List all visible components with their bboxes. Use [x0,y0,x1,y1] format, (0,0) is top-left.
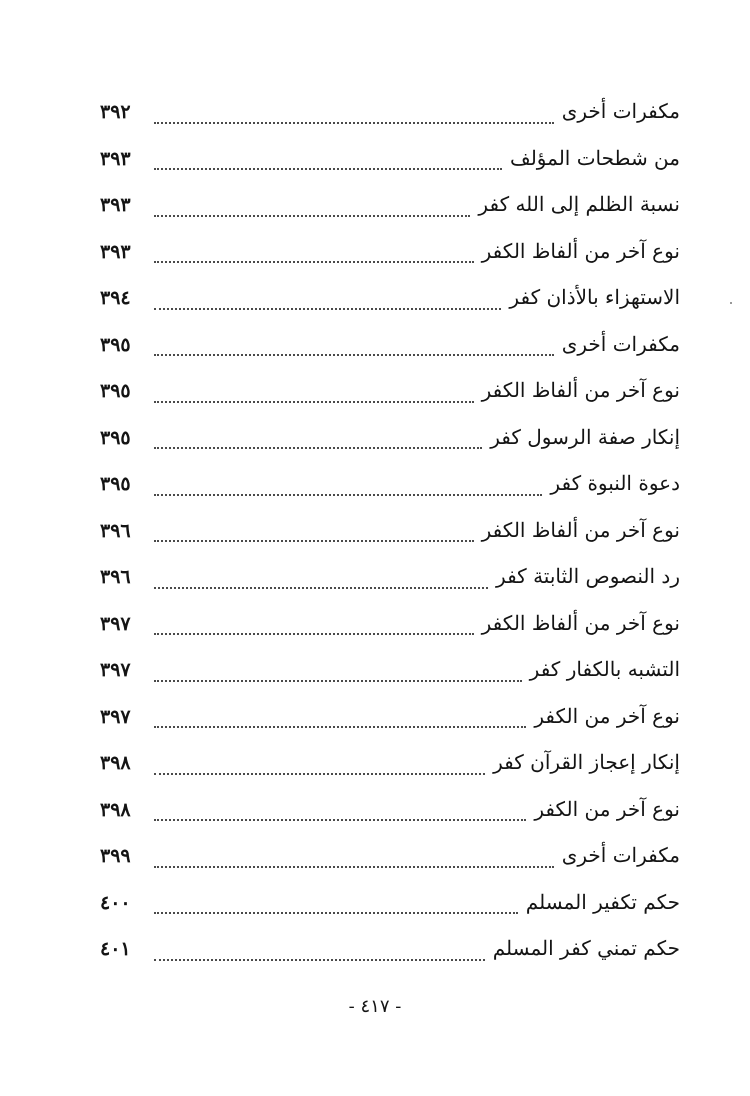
toc-entry-page-number: ٣٩٩ [100,845,131,867]
toc-entry [100,646,680,693]
toc-entry-page-number: ٣٩٣ [100,240,131,263]
toc-entry-title: حكم تكفير المسلم [525,889,680,914]
toc-entry-page-number: ٣٩٦ [100,519,131,542]
toc-entry-title: إنكار إعجاز القرآن كفر [493,750,680,774]
toc-entry-title: نوع آخر من ألفاظ الكفر [481,610,680,635]
dot-leader [154,401,474,403]
toc-entry [100,181,680,228]
toc-entry-page-number: ٣٩٥ [100,333,131,356]
toc-entry [100,600,680,647]
dot-leader [154,308,501,310]
dot-leader [154,494,542,496]
toc-entry-title: رد النصوص الثابتة كفر [496,564,680,588]
toc-entry-page-number: ٣٩٢ [100,101,131,123]
toc-entry-page-number: ٤٠٠ [100,891,131,914]
toc-entry-title: مكفرات أخرى [561,843,680,867]
toc-entry-page-number: ٣٩٤ [100,287,131,309]
toc-entry-title: من شطحات المؤلف [510,145,680,170]
dot-leader [154,215,470,217]
dot-leader [154,540,474,542]
dot-leader [154,122,554,124]
toc-entry [100,135,680,182]
margin-speck [730,302,732,304]
toc-entry-page-number: ٣٩٨ [100,798,131,821]
dot-leader [154,726,526,728]
dot-leader [154,866,554,868]
toc-entry-title: نوع آخر من ألفاظ الكفر [481,517,680,542]
toc-entry-page-number: ٣٩٣ [100,147,131,170]
toc-entry-page-number: ٣٩٥ [100,380,131,402]
dot-leader [154,587,488,589]
toc-entry [100,274,680,321]
toc-entry [100,414,680,461]
toc-entry-title: مكفرات أخرى [561,331,680,356]
toc-entry-title: نوع آخر من ألفاظ الكفر [481,378,680,402]
toc-entry [100,507,680,554]
toc-entry [100,925,680,972]
dot-leader [154,168,502,170]
dot-leader [154,819,526,821]
dot-leader [154,354,554,356]
toc-entry [100,739,680,786]
toc-entry-title: نوع آخر من ألفاظ الكفر [481,238,680,263]
toc-entry [100,228,680,275]
toc-entry-page-number: ٣٩٧ [100,612,131,635]
dot-leader [154,680,522,682]
toc-entry-title: نوع آخر من الكفر [534,796,680,821]
toc-entry [100,786,680,833]
toc-entry [100,367,680,414]
toc-entry-page-number: ٣٩٧ [100,659,131,681]
toc-entry-title: نوع آخر من الكفر [534,703,680,728]
toc-entry-page-number: ٣٩٨ [100,752,131,774]
dot-leader [154,959,485,961]
toc-entry [100,693,680,740]
table-of-contents [100,88,680,972]
toc-entry [100,879,680,926]
toc-entry-title: حكم تمني كفر المسلم [492,936,680,960]
toc-entry-title: دعوة النبوة كفر [550,471,680,495]
toc-entry-title: نسبة الظلم إلى الله كفر [478,192,680,216]
toc-entry-page-number: ٣٩٣ [100,194,131,216]
toc-entry [100,553,680,600]
toc-entry-page-number: ٣٩٥ [100,473,131,495]
toc-entry-title: إنكار صفة الرسول كفر [490,424,680,449]
dot-leader [154,773,485,775]
dot-leader [154,633,474,635]
toc-entry [100,832,680,879]
page-number: - ٤١٧ - [348,996,402,1017]
toc-entry [100,321,680,368]
toc-entry-page-number: ٣٩٦ [100,566,131,588]
toc-entry-page-number: ٤٠١ [100,938,131,960]
toc-entry-page-number: ٣٩٥ [100,426,131,449]
toc-entry-title: التشبه بالكفار كفر [529,657,680,681]
toc-entry-page-number: ٣٩٧ [100,705,131,728]
toc-entry [100,88,680,135]
toc-entry-title: الاستهزاء بالأذان كفر [509,285,680,309]
toc-entry [100,460,680,507]
dot-leader [154,261,474,263]
dot-leader [154,447,482,449]
toc-entry-title: مكفرات أخرى [561,99,680,123]
dot-leader [154,912,518,914]
